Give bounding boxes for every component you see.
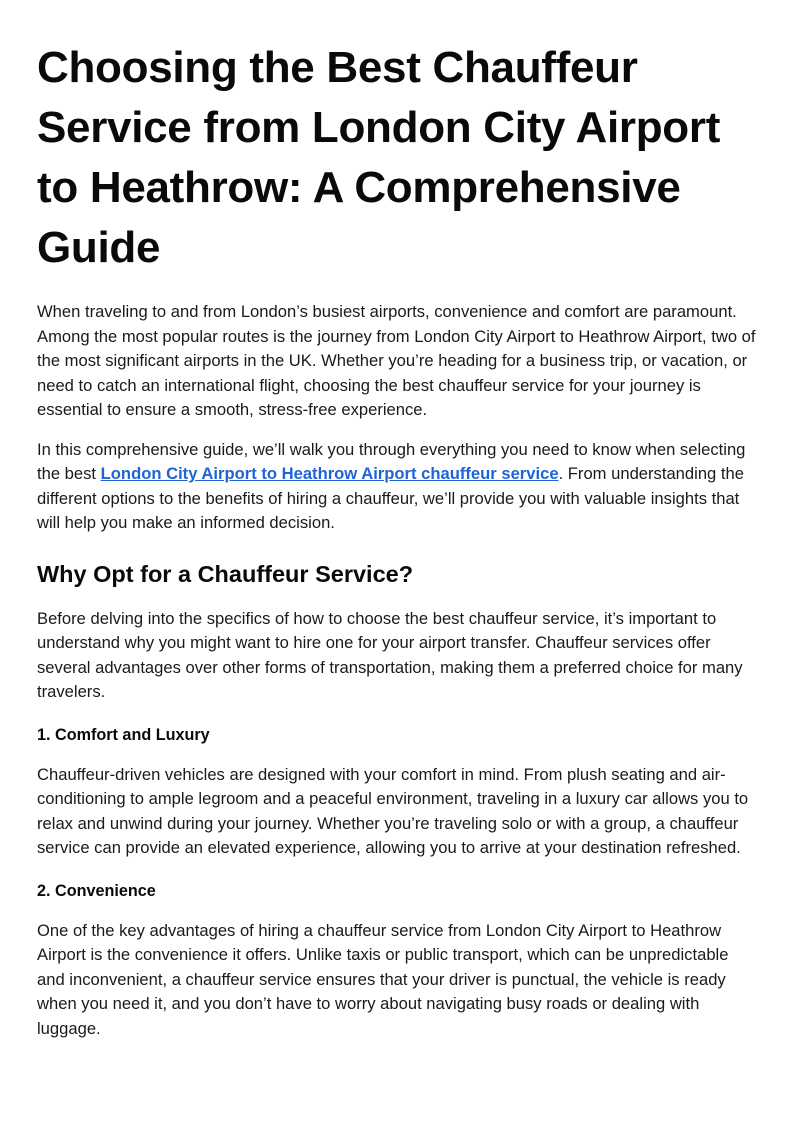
intro-text-before-link: In this comprehensive guide, we’ll walk you through everything you need to know when selecting the best xyxy=(37,439,746,483)
subsection-convenience-paragraph: One of the key advantages of hiring a chauffeur service from London City Airport to Heathrow Airport is the convenience it offers. Unlike taxis or public transport, which can be unpredictable and inconvenient, a chauffeur service ensures that your driver is punctual, the vehicle is ready when you need it, and you don’t have to worry about navigating busy roads or dealing with luggage. xyxy=(37,920,729,1038)
subsection-heading-comfort: 1. Comfort and Luxury xyxy=(37,725,210,744)
page-title: Choosing the Best Chauffeur Service from London City Airport to Heathrow: A Comprehensive Guide xyxy=(37,43,721,272)
section-heading-why: Why Opt for a Chauffeur Service? xyxy=(37,560,414,587)
intro-text-after-link: . From understanding the different options to the benefits of hiring a chauffeur, we’ll provide you with valuable insights that will help you make an informed decision. xyxy=(37,464,744,532)
intro-paragraph-2 xyxy=(37,438,759,536)
intro-paragraph-1: When traveling to and from London’s busiest airports, convenience and comfort are paramount. Among the most popular routes is the journey from London City Airport to Heathrow Airport, two of the most significant airports in the UK. Whether you’re heading for a business trip, or vacation, or need to catch an international flight, choosing the best chauffeur service for your journey is essential to ensure a smooth, stress-free experience. xyxy=(37,302,756,419)
chauffeur-service-link[interactable]: London City Airport to Heathrow Airport chauffeur service xyxy=(100,464,559,483)
subsection-comfort-paragraph: Chauffeur-driven vehicles are designed with your comfort in mind. From plush seating and air-conditioning to ample legroom and a peaceful environment, traveling in a luxury car allows you to relax and unwind during your journey. Whether you’re traveling solo or with a group, a chauffeur service can provide an elevated experience, allowing you to arrive at your destination refreshed. xyxy=(37,764,749,857)
article xyxy=(37,38,759,1041)
subsection-heading-convenience: 2. Convenience xyxy=(37,881,156,900)
section-why-paragraph: Before delving into the specifics of how to choose the best chauffeur service, it’s important to understand why you might want to hire one for your airport transfer. Chauffeur services offer several advantages over other forms of transportation, making them a preferred choice for many travelers. xyxy=(37,608,743,701)
